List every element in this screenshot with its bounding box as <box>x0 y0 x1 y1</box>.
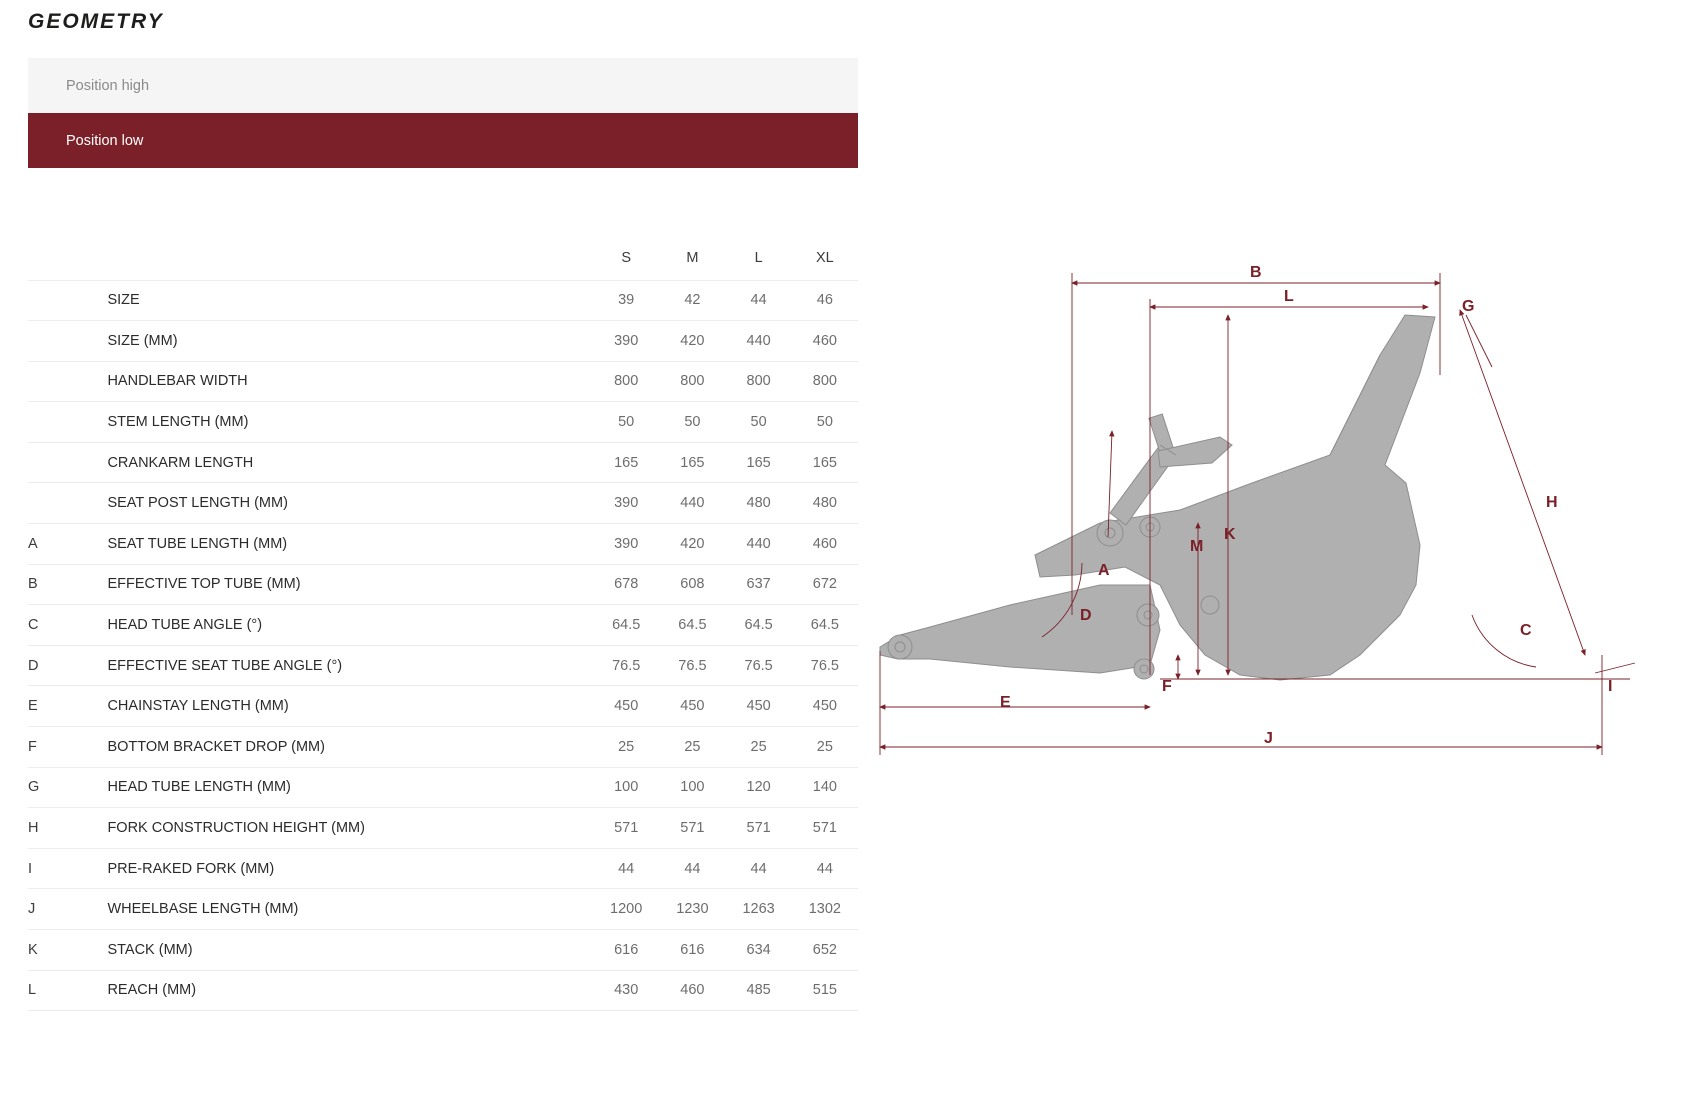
row-label: EFFECTIVE SEAT TUBE ANGLE (°) <box>107 645 593 686</box>
row-key <box>28 361 107 402</box>
row-value-xl: 64.5 <box>792 605 858 646</box>
row-value-l: 165 <box>726 442 792 483</box>
row-key <box>28 402 107 443</box>
table-row <box>28 564 858 605</box>
row-value-l: 440 <box>726 524 792 565</box>
row-value-s: 616 <box>593 930 659 971</box>
row-value-m: 76.5 <box>659 645 725 686</box>
tab-position-low[interactable] <box>28 113 858 168</box>
row-label: BOTTOM BRACKET DROP (MM) <box>107 727 593 768</box>
table-row <box>28 280 858 321</box>
row-key <box>28 483 107 524</box>
table-row <box>28 686 858 727</box>
row-value-l: 637 <box>726 564 792 605</box>
table-row <box>28 645 858 686</box>
row-key: J <box>28 889 107 930</box>
row-value-s: 25 <box>593 727 659 768</box>
row-value-m: 460 <box>659 970 725 1011</box>
row-value-xl: 800 <box>792 361 858 402</box>
row-key <box>28 321 107 362</box>
row-label: SEAT POST LENGTH (MM) <box>107 483 593 524</box>
table-row <box>28 767 858 808</box>
row-value-m: 100 <box>659 767 725 808</box>
row-value-l: 76.5 <box>726 645 792 686</box>
row-key <box>28 442 107 483</box>
row-value-m: 616 <box>659 930 725 971</box>
row-value-m: 420 <box>659 321 725 362</box>
row-value-s: 678 <box>593 564 659 605</box>
row-value-s: 571 <box>593 808 659 849</box>
label-L: L <box>1284 288 1294 305</box>
table-row <box>28 970 858 1011</box>
table-row <box>28 402 858 443</box>
row-value-xl: 25 <box>792 727 858 768</box>
row-label: REACH (MM) <box>107 970 593 1011</box>
label-D: D <box>1080 607 1092 624</box>
table-row <box>28 361 858 402</box>
tab-position-high-label: Position high <box>66 77 150 94</box>
row-value-xl: 165 <box>792 442 858 483</box>
frame-geometry-diagram <box>860 255 1660 795</box>
row-value-xl: 46 <box>792 280 858 321</box>
header-size-xl: XL <box>792 236 858 280</box>
tab-position-high[interactable] <box>28 58 858 113</box>
header-key <box>28 236 107 280</box>
table-row <box>28 483 858 524</box>
label-J: J <box>1264 730 1273 747</box>
label-I: I <box>1608 678 1613 695</box>
row-label: STEM LENGTH (MM) <box>107 402 593 443</box>
row-key: H <box>28 808 107 849</box>
row-value-s: 50 <box>593 402 659 443</box>
row-value-s: 430 <box>593 970 659 1011</box>
row-value-m: 44 <box>659 848 725 889</box>
row-value-m: 420 <box>659 524 725 565</box>
row-key: L <box>28 970 107 1011</box>
row-key: C <box>28 605 107 646</box>
row-value-l: 1263 <box>726 889 792 930</box>
row-value-l: 44 <box>726 280 792 321</box>
header-size-m: M <box>659 236 725 280</box>
row-value-m: 42 <box>659 280 725 321</box>
row-key: A <box>28 524 107 565</box>
row-value-xl: 1302 <box>792 889 858 930</box>
row-value-l: 450 <box>726 686 792 727</box>
header-size-s: S <box>593 236 659 280</box>
row-value-l: 64.5 <box>726 605 792 646</box>
row-value-s: 100 <box>593 767 659 808</box>
row-key <box>28 280 107 321</box>
row-value-s: 165 <box>593 442 659 483</box>
table-body <box>28 280 858 1011</box>
table-row <box>28 889 858 930</box>
table-header-row <box>28 236 858 280</box>
row-key: B <box>28 564 107 605</box>
table-header <box>28 236 858 280</box>
label-C: C <box>1520 622 1532 639</box>
row-value-xl: 50 <box>792 402 858 443</box>
row-key: K <box>28 930 107 971</box>
row-value-xl: 460 <box>792 524 858 565</box>
table-row <box>28 321 858 362</box>
label-F: F <box>1162 678 1172 695</box>
row-label: STACK (MM) <box>107 930 593 971</box>
row-value-s: 390 <box>593 321 659 362</box>
geometry-table <box>28 236 858 1011</box>
row-value-m: 25 <box>659 727 725 768</box>
position-tabs <box>28 58 858 168</box>
row-value-xl: 450 <box>792 686 858 727</box>
label-B: B <box>1250 264 1262 281</box>
row-value-l: 44 <box>726 848 792 889</box>
row-value-xl: 480 <box>792 483 858 524</box>
row-value-xl: 76.5 <box>792 645 858 686</box>
row-value-l: 50 <box>726 402 792 443</box>
row-value-m: 571 <box>659 808 725 849</box>
frame-silhouette <box>880 315 1435 680</box>
row-value-m: 50 <box>659 402 725 443</box>
table-row <box>28 442 858 483</box>
row-value-m: 440 <box>659 483 725 524</box>
row-value-l: 634 <box>726 930 792 971</box>
row-value-l: 480 <box>726 483 792 524</box>
row-value-m: 165 <box>659 442 725 483</box>
table-row <box>28 524 858 565</box>
header-size-l: L <box>726 236 792 280</box>
row-value-xl: 571 <box>792 808 858 849</box>
row-value-xl: 140 <box>792 767 858 808</box>
table-row <box>28 930 858 971</box>
row-label: FORK CONSTRUCTION HEIGHT (MM) <box>107 808 593 849</box>
row-key: D <box>28 645 107 686</box>
label-G: G <box>1462 298 1475 315</box>
row-value-m: 800 <box>659 361 725 402</box>
row-label: CRANKARM LENGTH <box>107 442 593 483</box>
label-K: K <box>1224 526 1236 543</box>
row-value-xl: 652 <box>792 930 858 971</box>
row-value-m: 450 <box>659 686 725 727</box>
row-value-l: 25 <box>726 727 792 768</box>
row-label: HEAD TUBE LENGTH (MM) <box>107 767 593 808</box>
row-value-s: 64.5 <box>593 605 659 646</box>
label-E: E <box>1000 694 1011 711</box>
row-value-l: 440 <box>726 321 792 362</box>
row-label: SIZE (MM) <box>107 321 593 362</box>
row-label: SIZE <box>107 280 593 321</box>
label-M: M <box>1190 538 1204 555</box>
label-A: A <box>1098 562 1110 579</box>
tab-position-low-label: Position low <box>66 132 144 149</box>
page-title: GEOMETRY <box>28 10 164 33</box>
row-label: CHAINSTAY LENGTH (MM) <box>107 686 593 727</box>
row-value-s: 800 <box>593 361 659 402</box>
label-H: H <box>1546 494 1558 511</box>
row-value-s: 450 <box>593 686 659 727</box>
row-value-xl: 515 <box>792 970 858 1011</box>
row-label: HANDLEBAR WIDTH <box>107 361 593 402</box>
row-key: I <box>28 848 107 889</box>
row-value-xl: 44 <box>792 848 858 889</box>
row-value-s: 39 <box>593 280 659 321</box>
row-key: F <box>28 727 107 768</box>
row-value-m: 1230 <box>659 889 725 930</box>
row-label: SEAT TUBE LENGTH (MM) <box>107 524 593 565</box>
row-value-l: 571 <box>726 808 792 849</box>
row-label: EFFECTIVE TOP TUBE (MM) <box>107 564 593 605</box>
row-value-s: 76.5 <box>593 645 659 686</box>
row-value-xl: 672 <box>792 564 858 605</box>
row-value-l: 800 <box>726 361 792 402</box>
row-value-m: 64.5 <box>659 605 725 646</box>
row-key: E <box>28 686 107 727</box>
table-row <box>28 848 858 889</box>
row-value-xl: 460 <box>792 321 858 362</box>
table-row <box>28 727 858 768</box>
row-value-l: 485 <box>726 970 792 1011</box>
table-row <box>28 605 858 646</box>
row-value-s: 44 <box>593 848 659 889</box>
row-value-s: 390 <box>593 524 659 565</box>
row-label: PRE-RAKED FORK (MM) <box>107 848 593 889</box>
row-value-l: 120 <box>726 767 792 808</box>
row-label: HEAD TUBE ANGLE (°) <box>107 605 593 646</box>
row-value-s: 1200 <box>593 889 659 930</box>
header-label <box>107 236 593 280</box>
row-value-s: 390 <box>593 483 659 524</box>
table-row <box>28 808 858 849</box>
row-value-m: 608 <box>659 564 725 605</box>
row-key: G <box>28 767 107 808</box>
row-label: WHEELBASE LENGTH (MM) <box>107 889 593 930</box>
